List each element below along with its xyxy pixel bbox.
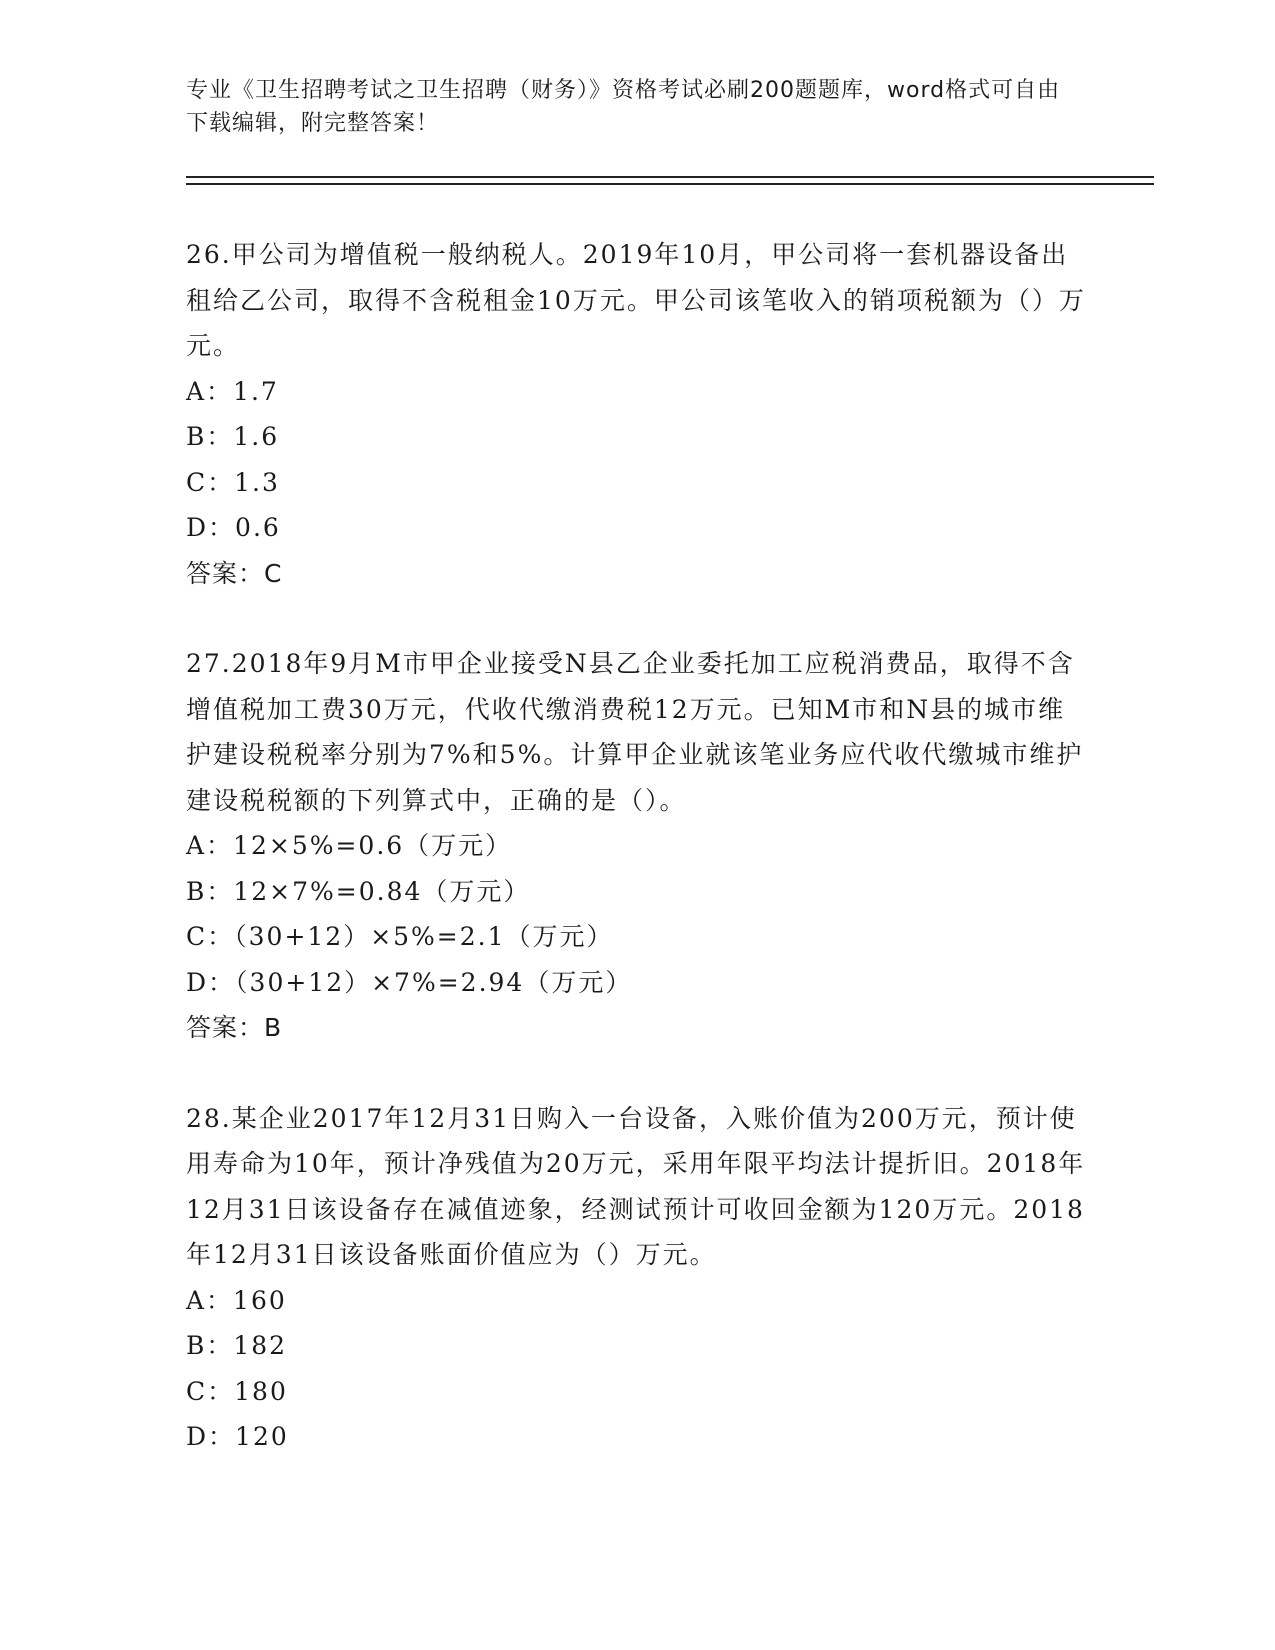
option-c: C：180 bbox=[186, 1376, 288, 1406]
answer: 答案：B bbox=[186, 1013, 283, 1042]
question-text: 27.2018年9月M市甲企业接受N县乙企业委托加工应税消费品，取得不含增值税加工费30万元，代收代缴消费税12万元。已知M市和N县的城市维护建设税税率分别为7%和5%。计算甲企业就该笔业务应代收代缴城市维护建设税税额的下列算式中，正确的是（）。 bbox=[186, 649, 1084, 815]
option-c: C：1.3 bbox=[186, 467, 280, 497]
option-d: D：（30+12）×7%=2.94（万元） bbox=[186, 967, 633, 997]
option-d: D：120 bbox=[186, 1422, 289, 1451]
document-header: 专业《卫生招聘考试之卫生招聘（财务）》资格考试必刷200题题库，word格式可自由下载编辑，附完整答案！ bbox=[186, 78, 1061, 136]
question-text: 28.某企业2017年12月31日购入一台设备，入账价值为200万元，预计使用寿命为10年，预计净残值为20万元，采用年限平均法计提折旧。2018年12月31日该设备存在减值迹象，经测试预计可收回金额为120万元。2018年12月31日该设备账面价值应为（）万元。 bbox=[186, 1103, 1086, 1269]
option-a: A：1.7 bbox=[186, 376, 279, 406]
question-27 bbox=[186, 641, 1086, 1051]
option-a: A：12×5%=0.6（万元） bbox=[186, 831, 513, 860]
option-d: D：0.6 bbox=[186, 513, 281, 542]
option-b: B：182 bbox=[186, 1331, 288, 1360]
answer: 答案：C bbox=[186, 558, 283, 588]
question-26 bbox=[186, 232, 1086, 596]
option-a: A：160 bbox=[186, 1285, 287, 1315]
option-list bbox=[186, 823, 1086, 1005]
option-list bbox=[186, 1278, 1086, 1460]
option-list bbox=[186, 369, 1086, 551]
question-28 bbox=[186, 1096, 1086, 1460]
header-rule-top bbox=[186, 176, 1154, 178]
header-rule-bottom bbox=[186, 183, 1154, 185]
question-text: 26.甲公司为增值税一般纳税人。2019年10月，甲公司将一套机器设备出租给乙公司，取得不含税租金10万元。甲公司该笔收入的销项税额为（）万元。 bbox=[186, 240, 1086, 360]
question-list bbox=[186, 232, 1086, 1460]
option-c: C：（30+12）×5%=2.1（万元） bbox=[186, 922, 614, 951]
option-b: B：1.6 bbox=[186, 422, 280, 451]
option-b: B：12×7%=0.84（万元） bbox=[186, 876, 531, 906]
